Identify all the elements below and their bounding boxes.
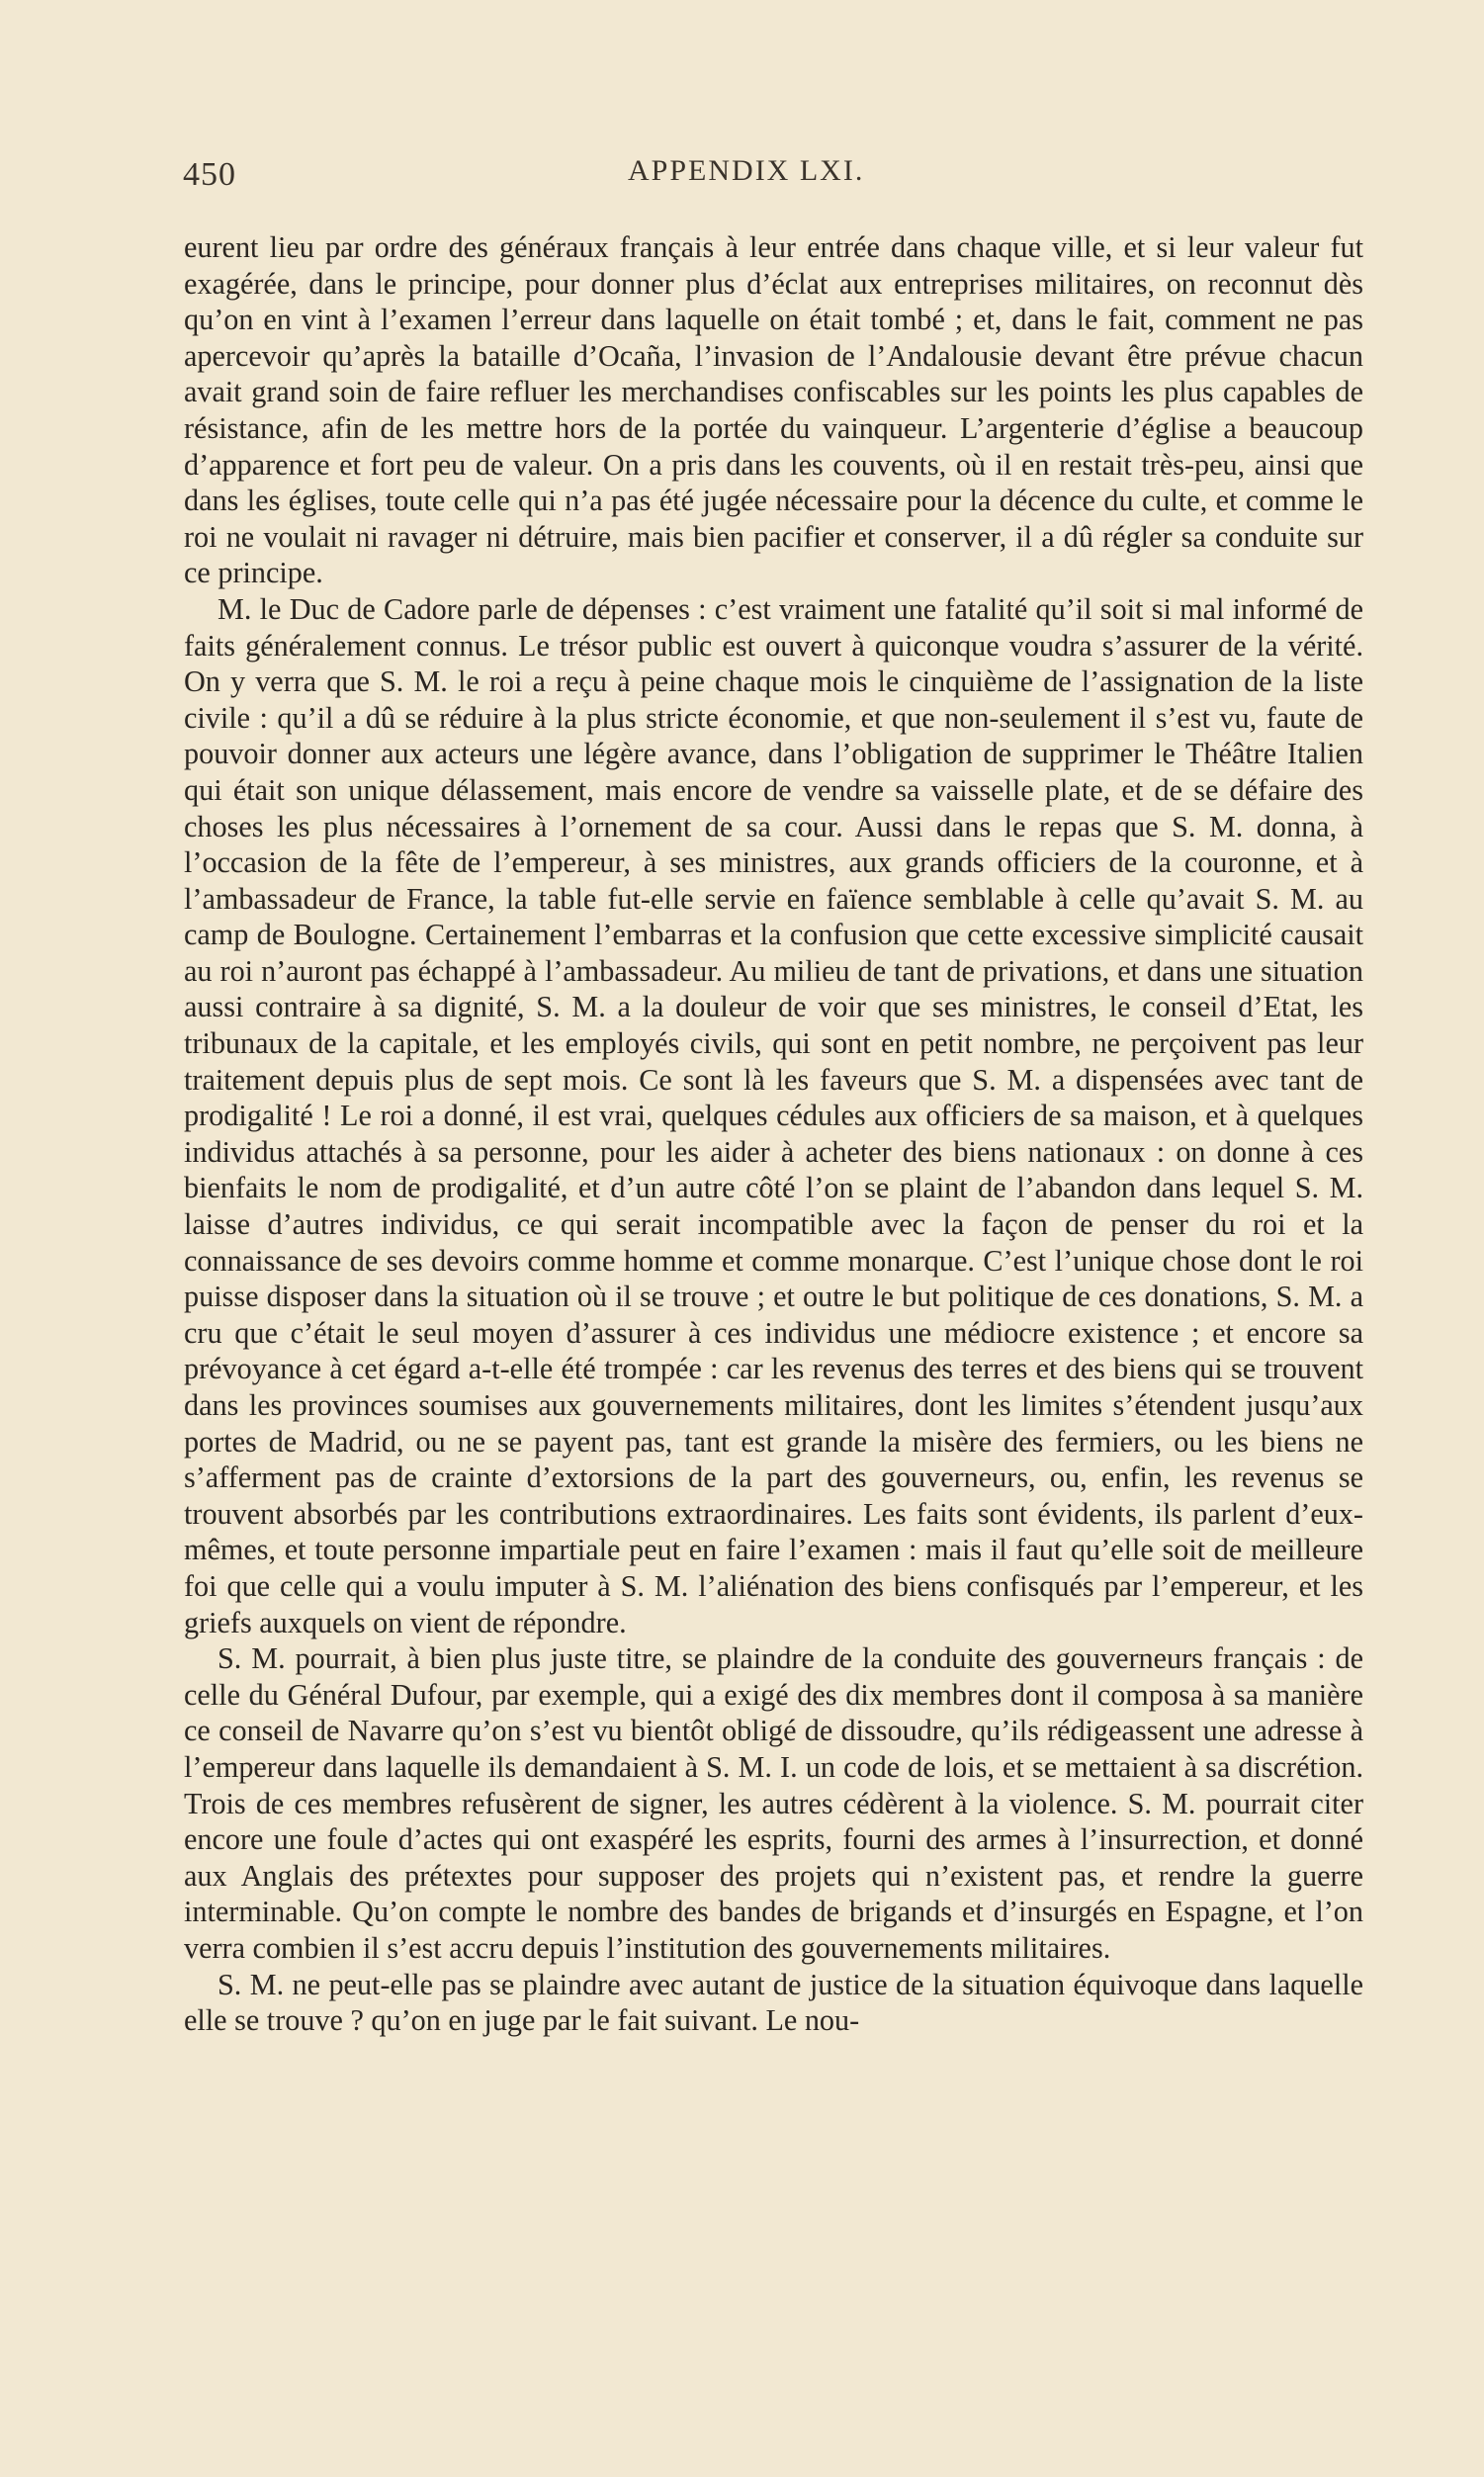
paragraph: S. M. ne peut-elle pas se plaindre avec autant de justice de la situation équivoque dans laquelle elle se trouve ? qu’on en juge par le fait suivant. Le nou- bbox=[184, 1967, 1363, 2038]
paragraph: eurent lieu par ordre des généraux français à leur entrée dans chaque ville, et si leur valeur fut exagérée, dans le principe, pour donner plus d’éclat aux entreprises militaires, on reconnut dès qu’on en vint à l’examen l’erreur dans laquelle on était tombé ; et, dans le fait, comment ne pas apercevoir qu’après la bataille d’Ocaña, l’invasion de l’Andalousie devant être prévue chacun avait grand soin de faire refluer les merchandises confiscables sur les points les plus capables de résistance, afin de les mettre hors de la portée du vainqueur. L’argenterie d’église a beaucoup d’apparence et fort peu de valeur. On a pris dans les couvents, où il en restait très-peu, ainsi que dans les églises, toute celle qui n’a pas été jugée nécessaire pour la décence du culte, et comme le roi ne voulait ni ravager ni détruire, mais bien pacifier et conserver, il a dû régler sa conduite sur ce principe. bbox=[184, 230, 1363, 590]
paragraph: S. M. pourrait, à bien plus juste titre, se plaindre de la conduite des gouverneurs français : de celle du Général Dufour, par exemple, qui a exigé des dix membres dont il composa à sa manière ce conseil de Navarre qu’on s’est vu bientôt obligé de dissoudre, qu’ils rédigeassent une adresse à l’empereur dans laquelle ils demandaient à S. M. I. un code de lois, et se mettaient à sa discrétion. Trois de ces membres refusèrent de signer, les autres cédèrent à la violence. S. M. pourrait citer encore une foule d’actes qui ont exaspéré les esprits, fourni des armes à l’insurrection, et donné aux Anglais des prétextes pour supposer des projets qui n’existent pas, et rendre la guerre interminable. Qu’on compte le nombre des bandes de brigands et d’insurgés en Espagne, et l’on verra combien il s’est accru depuis l’institution des gouvernements militaires. bbox=[184, 1641, 1363, 1965]
body-text bbox=[184, 229, 1363, 2039]
running-head: APPENDIX LXI. bbox=[628, 154, 865, 187]
page-header bbox=[183, 148, 1369, 196]
paragraph: M. le Duc de Cadore parle de dépenses : c’est vraiment une fatalité qu’il soit si mal informé de faits généralement connus. Le trésor public est ouvert à quiconque voudra s’assurer de la vérité. On y verra que S. M. le roi a reçu à peine chaque mois le cinquième de l’assignation de la liste civile : qu’il a dû se réduire à la plus stricte économie, et que non-seulement il s’est vu, faute de pouvoir donner aux acteurs une légère avance, dans l’obligation de supprimer le Théâtre Italien qui était son unique délassement, mais encore de vendre sa vaisselle plate, et de se défaire des choses les plus nécessaires à l’ornement de sa cour. Aussi dans le repas que S. M. donna, à l’occasion de la fête de l’empereur, à ses ministres, aux grands officiers de la couronne, et à l’ambassadeur de France, la table fut-elle servie en faïence semblable à celle qu’avait S. M. au camp de Boulogne. Certainement l’embarras et la confusion que cette excessive simplicité causait au roi n’auront pas échappé à l’ambassadeur. Au milieu de tant de privations, et dans une situation aussi contraire à sa dignité, S. M. a la douleur de voir que ses ministres, le conseil d’Etat, les tribunaux de la capitale, et les employés civils, qui sont en petit nombre, ne perçoivent pas leur traitement depuis plus de sept mois. Ce sont là les faveurs que S. M. a dispensées avec tant de prodigalité ! Le roi a donné, il est vrai, quelques cédules aux officiers de sa maison, et à quelques individus attachés à sa personne, pour les aider à acheter des biens nationaux : on donne à ces bienfaits le nom de prodigalité, et d’un autre côté l’on se plaint de l’abandon dans lequel S. M. laisse d’autres individus, ce qui serait incompatible avec la façon de penser du roi et la connaissance de ses devoirs comme homme et comme monarque. C’est l’unique chose dont le roi puisse disposer dans la situation où il se trouve ; et outre le but politique de ces donations, S. M. a cru que c’était le seul moyen d’assurer à ces individus une médiocre existence ; et encore sa prévoyance à cet égard a-t-elle été trompée : car les revenus des terres et des biens qui se trouvent dans les provinces soumises aux gouvernements militaires, dont les limites s’étendent jusqu’aux portes de Madrid, ou ne se payent pas, tant est grande la misère des fermiers, ou les biens ne s’afferment pas de crainte d’extorsions de la part des gouverneurs, ou, enfin, les revenus se trouvent absorbés par les contributions extraordinaires. Les faits sont évidents, ils parlent d’eux-mêmes, et toute personne impartiale peut en faire l’examen : mais il faut qu’elle soit de meilleure foi que celle qui a voulu imputer à S. M. l’aliénation des biens confisqués par l’empereur, et les griefs auxquels on vient de répondre. bbox=[184, 591, 1363, 1639]
page-number: 450 bbox=[183, 156, 236, 193]
